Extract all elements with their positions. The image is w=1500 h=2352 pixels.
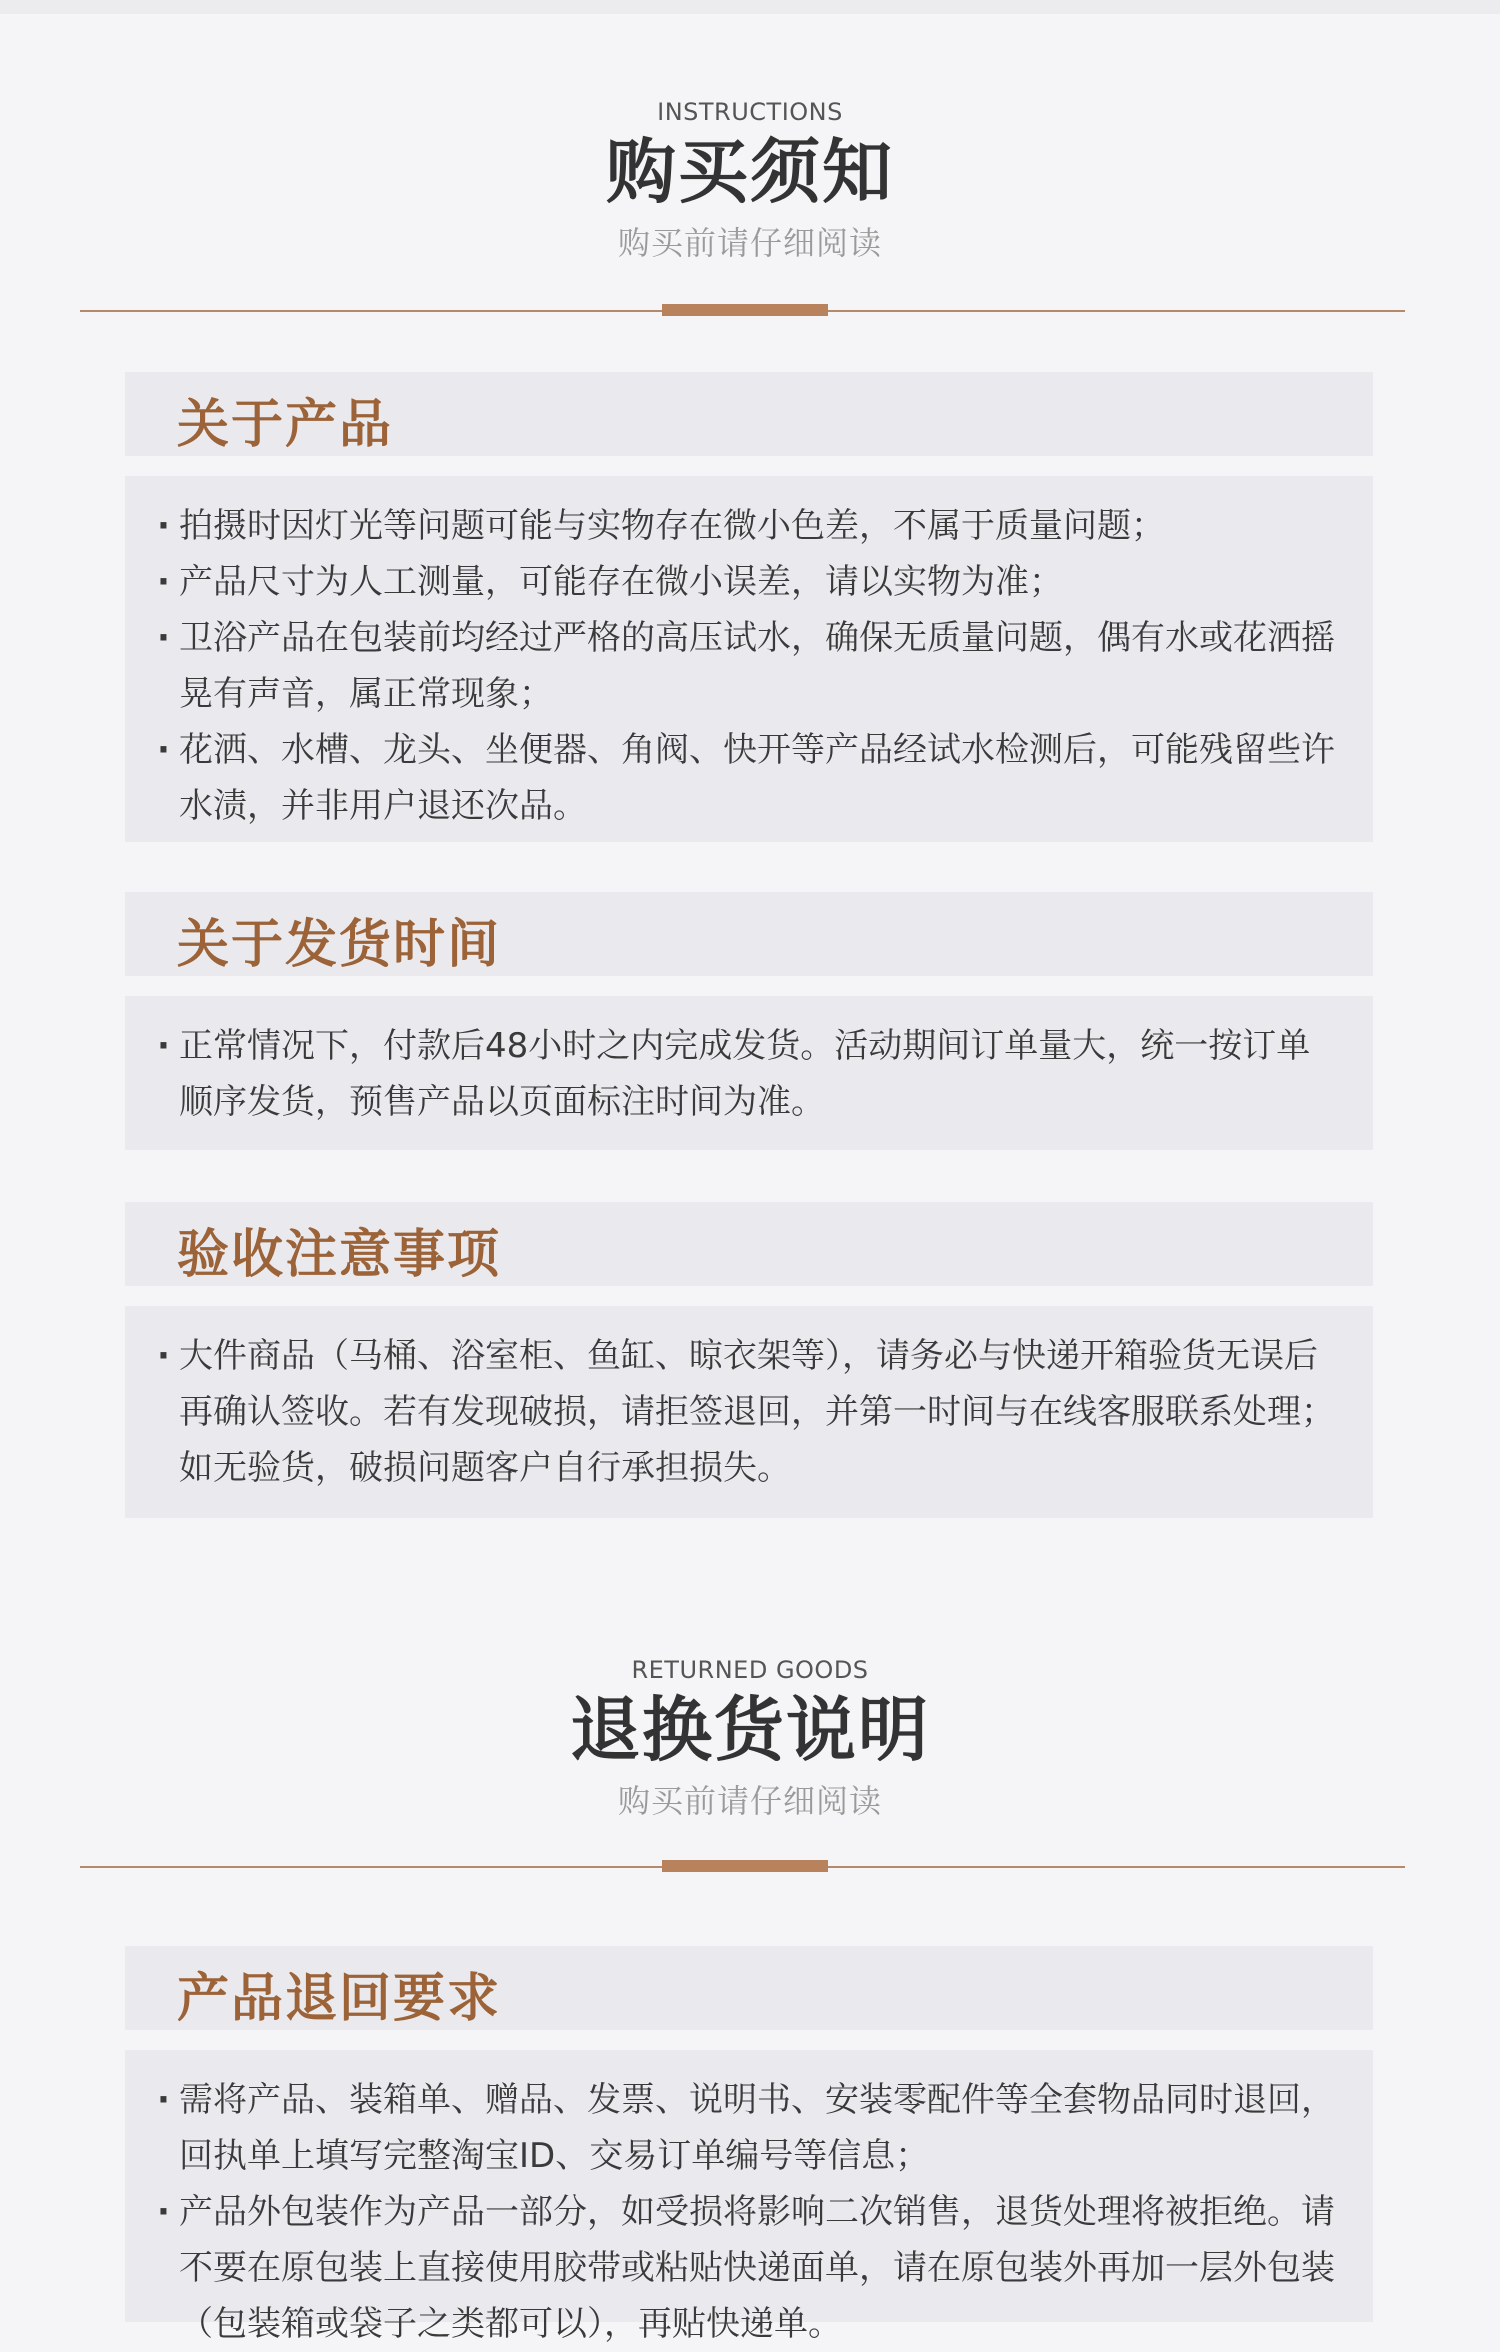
list-item: · 卫浴产品在包装前均经过严格的高压试水，确保无质量问题，偶有水或花洒摇晃有声音，属正常现象； [157, 610, 1337, 722]
return-requirements-heading [125, 1946, 1373, 2030]
divider-accent-bar [662, 304, 828, 316]
inspection-heading [125, 1202, 1373, 1286]
shipping-body [125, 996, 1373, 1150]
instructions-subtitle: 购买前请仔细阅读 [617, 224, 882, 262]
list-item: · 产品外包装作为产品一部分，如受损将影响二次销售，退货处理将被拒绝。请不要在原包装上直接使用胶带或粘贴快递面单，请在原包装外再加一层外包装（包装箱或袋子之类都可以），再贴快递单。 [157, 2184, 1337, 2352]
inspection-body [125, 1306, 1373, 1518]
list-item: · 拍摄时因灯光等问题可能与实物存在微小色差，不属于质量问题； [157, 498, 1337, 554]
list-item: · 产品尺寸为人工测量，可能存在微小误差，请以实物为准； [157, 554, 1337, 610]
returns-subtitle: 购买前请仔细阅读 [617, 1782, 882, 1820]
about-product-heading [125, 372, 1373, 456]
returns-en-label: RETURNED GOODS [631, 1656, 869, 1684]
instructions-title: 购买须知 [606, 131, 894, 213]
shipping-title: 关于发货时间 [177, 915, 502, 975]
divider-accent-bar [662, 1860, 828, 1872]
instructions-header [0, 98, 1500, 264]
shipping-heading [125, 892, 1373, 976]
list-item: · 花洒、水槽、龙头、坐便器、角阀、快开等产品经试水检测后，可能残留些许水渍，并非用户退还次品。 [157, 722, 1337, 834]
about-product-body [125, 476, 1373, 842]
inspection-title: 验收注意事项 [177, 1225, 502, 1285]
return-requirements-body [125, 2050, 1373, 2344]
list-item: · 大件商品（马桶、浴室柜、鱼缸、晾衣架等），请务必与快递开箱验货无误后再确认签收。若有发现破损，请拒签退回，并第一时间与在线客服联系处理；如无验货，破损问题客户自行承担损失。 [157, 1328, 1337, 1496]
about-product-title: 关于产品 [177, 395, 394, 455]
returns-header [0, 1656, 1500, 1822]
list-item: · 正常情况下，付款后48小时之内完成发货。活动期间订单量大，统一按订单顺序发货，预售产品以页面标注时间为准。 [157, 1018, 1337, 1130]
instructions-en-label: INSTRUCTIONS [657, 98, 843, 126]
return-requirements-title: 产品退回要求 [177, 1969, 502, 2029]
returns-title: 退换货说明 [570, 1689, 930, 1771]
top-strip [0, 0, 1500, 14]
list-item: · 需将产品、装箱单、赠品、发票、说明书、安装零配件等全套物品同时退回，回执单上填写完整淘宝ID、交易订单编号等信息； [157, 2072, 1337, 2184]
